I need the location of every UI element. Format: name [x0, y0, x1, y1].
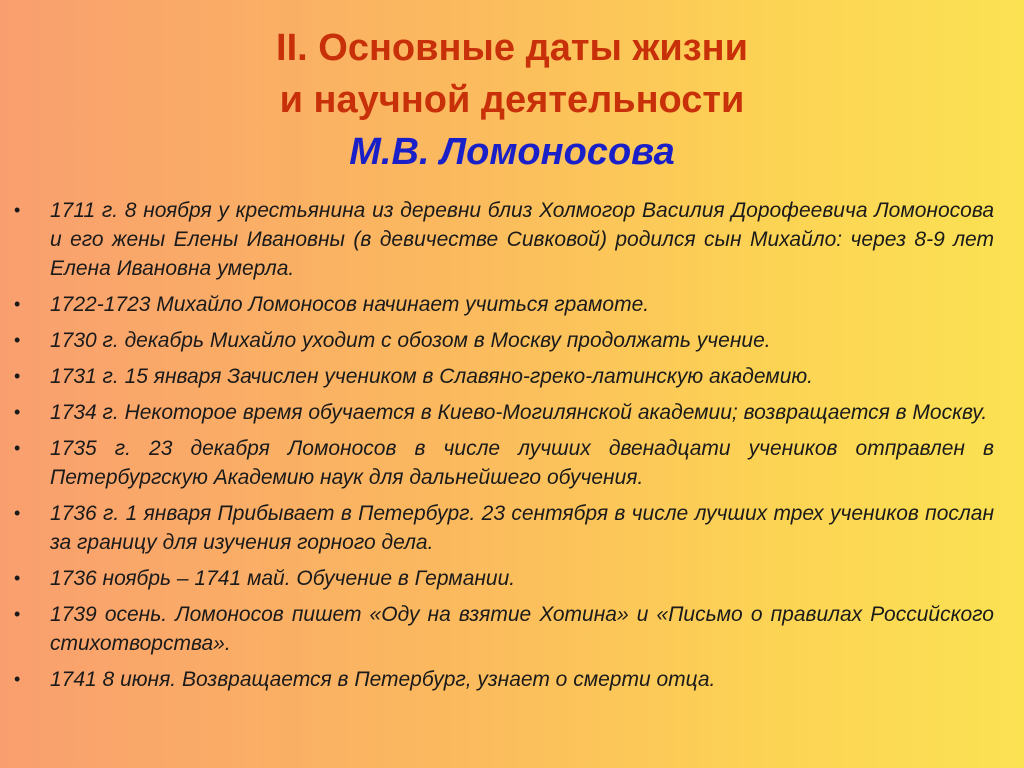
- list-item: [14, 499, 994, 557]
- list-item-text: 1739 осень. Ломоносов пишет «Оду на взятие Хотина» и «Письмо о правилах Российского стихотворства».: [50, 603, 994, 655]
- title-line-2: и научной деятельности: [279, 79, 745, 121]
- list-item-text: 1735 г. 23 декабря Ломоносов в числе лучших двенадцати учеников отправлен в Петербургскую Академию наук для дальнейшего обучения.: [50, 437, 994, 489]
- title-line-1: [0, 22, 1024, 74]
- list-item: [14, 326, 994, 355]
- list-item: [14, 398, 994, 427]
- list-item-text: 1741 8 июня. Возвращается в Петербург, узнает о смерти отца.: [50, 668, 716, 691]
- bullet-icon: •: [14, 366, 21, 386]
- bullet-icon: •: [14, 604, 21, 624]
- bullet-icon: •: [14, 402, 21, 422]
- list-item-text: 1722-1723 Михайло Ломоносов начинает учиться грамоте.: [50, 293, 650, 316]
- list-item-text: 1730 г. декабрь Михайло уходит с обозом в Москву продолжать учение.: [50, 329, 771, 352]
- list-item-text: 1711 г. 8 ноября у крестьянина из деревни близ Холмогор Василия Дорофеевича Ломоносова и его жены Елены Ивановны (в девичестве Сивковой) родился сын Михайло: через 8-9 лет Елена Ивановна умерла.: [50, 199, 994, 280]
- bullet-icon: •: [14, 503, 21, 523]
- bullet-icon: •: [14, 669, 21, 689]
- title-line-1-text: Основные даты жизни: [318, 27, 748, 69]
- list-item-text: 1736 г. 1 января Прибывает в Петербург. 23 сентября в числе лучших трех учеников послан за границу для изучения горного дела.: [50, 502, 994, 554]
- bullet-icon: •: [14, 294, 21, 314]
- list-item: [14, 290, 994, 319]
- slide-title: [0, 22, 1024, 178]
- list-item: [14, 362, 994, 391]
- title-name: М.В. Ломоносова: [349, 131, 675, 173]
- list-item: [14, 600, 994, 658]
- list-item: [14, 665, 994, 694]
- list-item: [14, 434, 994, 492]
- dates-list: [14, 196, 994, 701]
- bullet-icon: •: [14, 438, 21, 458]
- title-numeral: II.: [276, 27, 308, 69]
- bullet-icon: •: [14, 330, 21, 350]
- bullet-icon: •: [14, 568, 21, 588]
- list-item-text: 1734 г. Некоторое время обучается в Киево-Могилянской академии; возвращается в Москву.: [50, 401, 988, 424]
- list-item-text: 1736 ноябрь – 1741 май. Обучение в Германии.: [50, 567, 516, 590]
- bullet-icon: •: [14, 200, 21, 220]
- list-item-text: 1731 г. 15 января Зачислен учеником в Славяно-греко-латинскую академию.: [50, 365, 814, 388]
- list-item: [14, 196, 994, 283]
- list-item: [14, 564, 994, 593]
